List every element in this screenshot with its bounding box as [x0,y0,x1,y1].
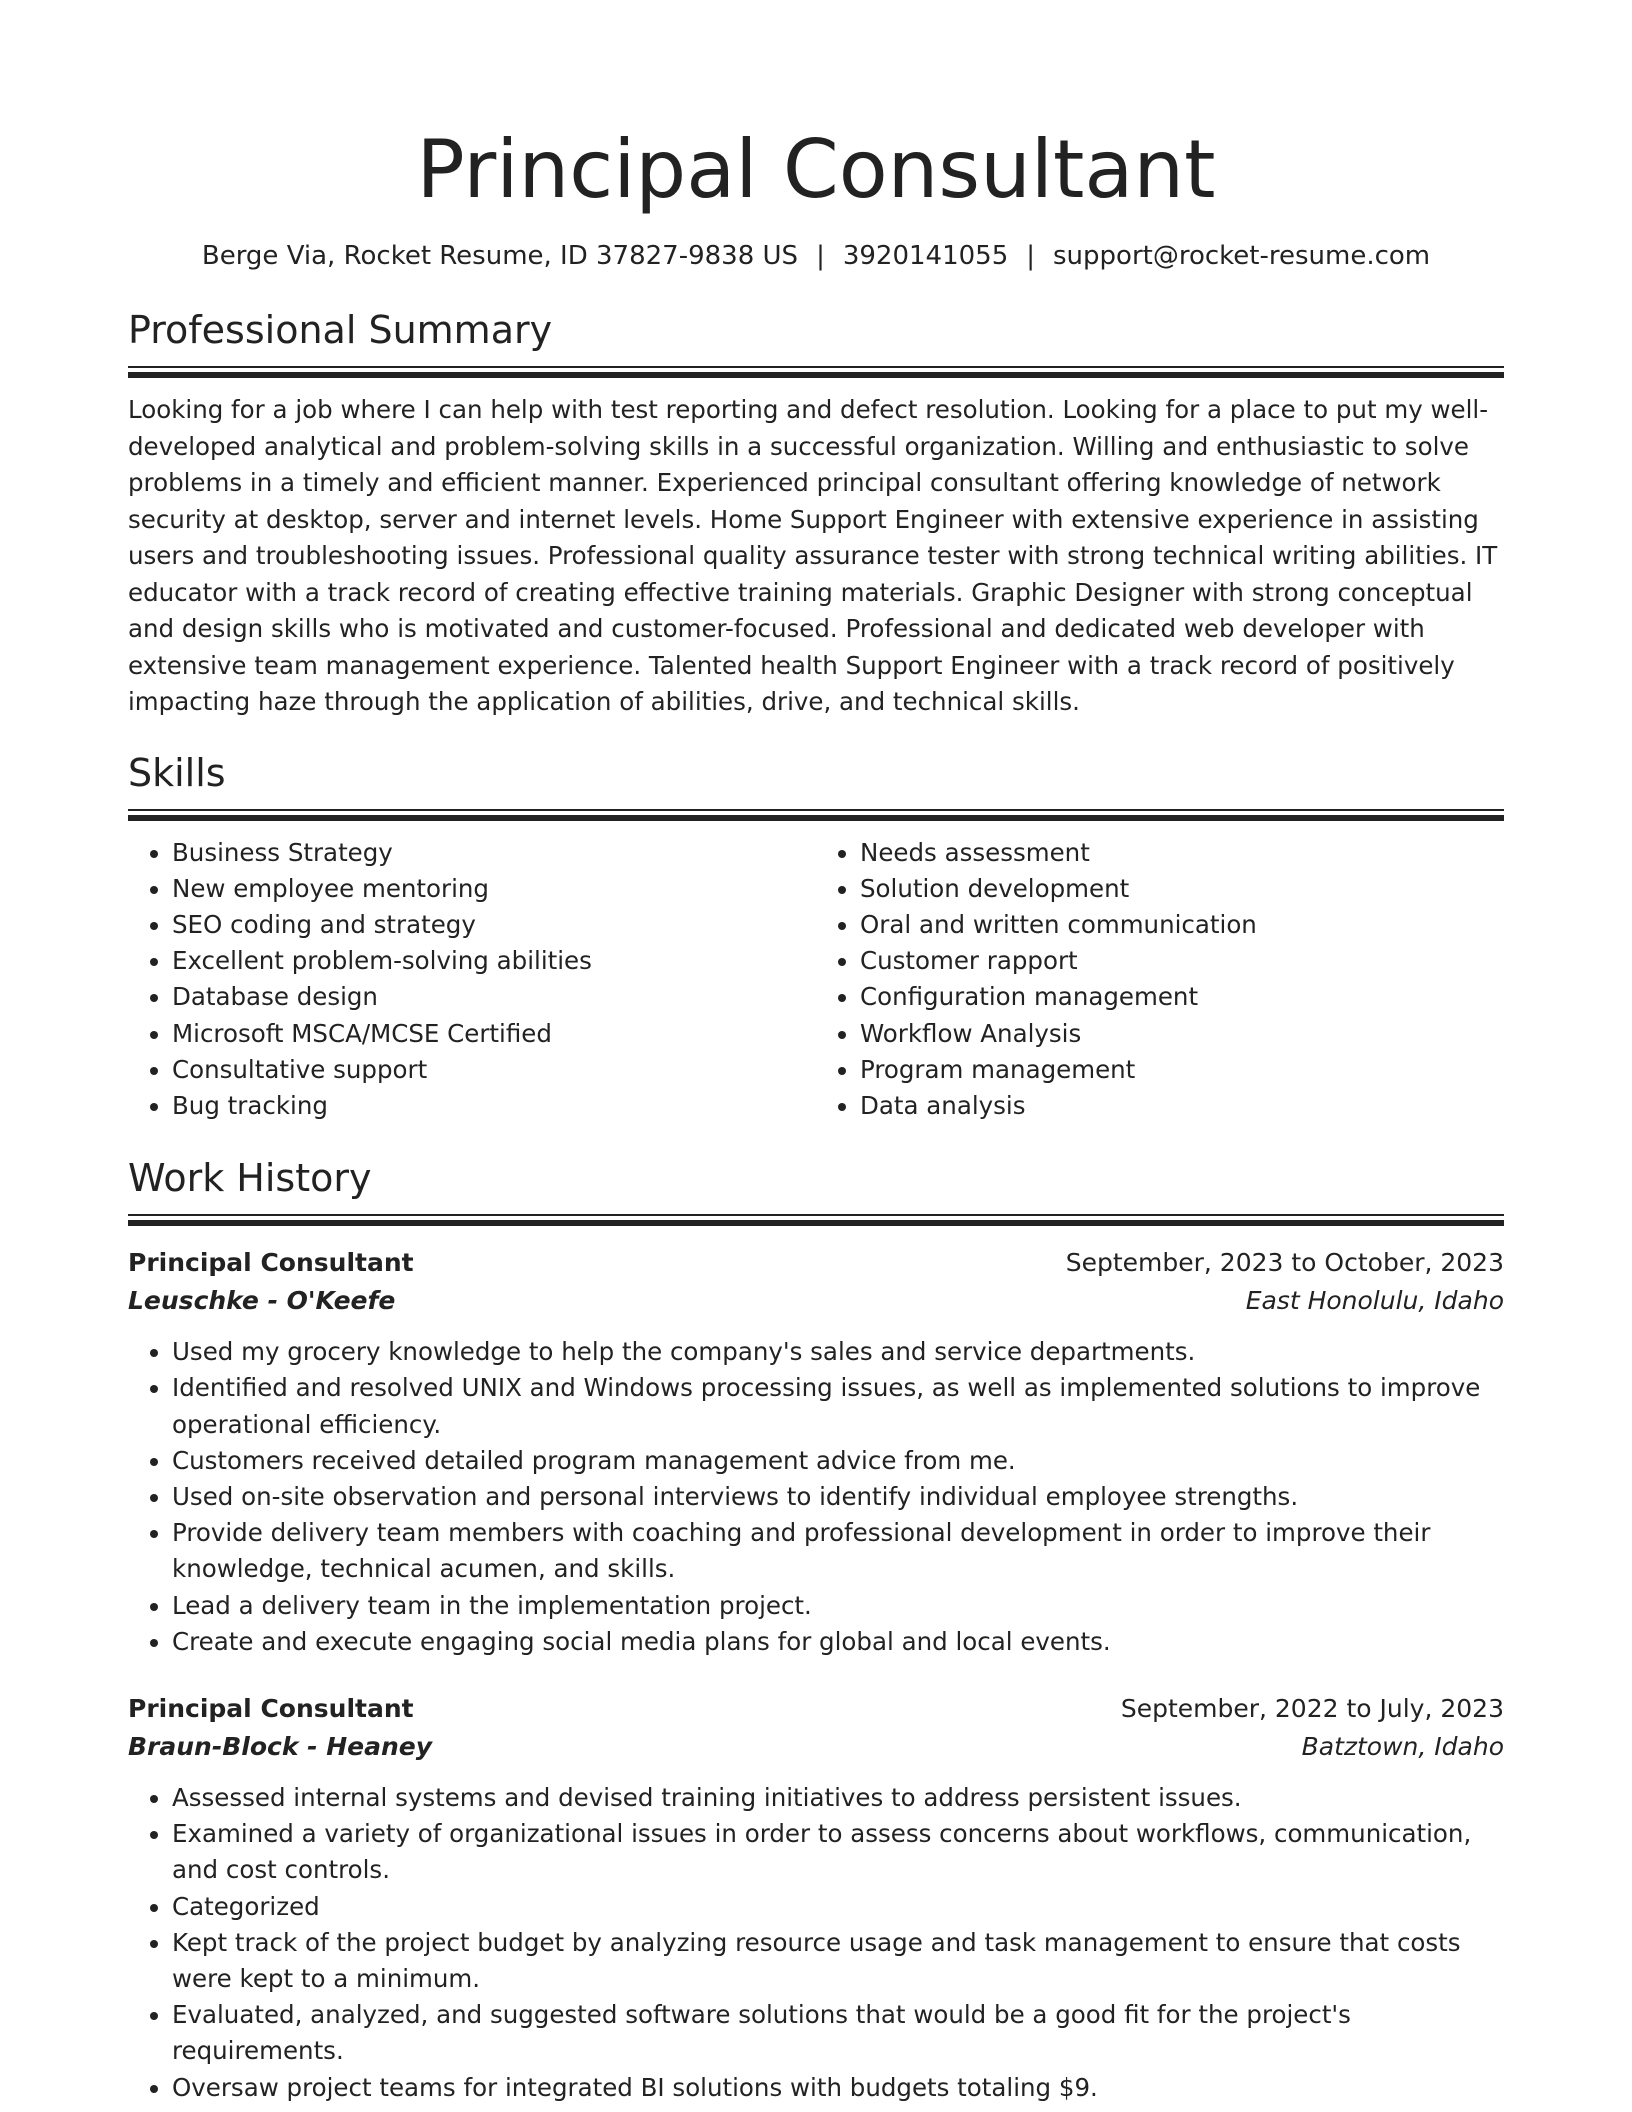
job-bullets [128,1334,1504,1660]
skill-item: • Customer rapport [860,943,1504,979]
skill-item: • Oral and written communication [860,907,1504,943]
skill-item: • Data analysis [860,1088,1504,1124]
page-title: Principal Consultant [416,123,1216,216]
job-company: Braun-Block - Heaney [128,1731,433,1761]
job-location: East Honolulu, Idaho [1245,1286,1504,1316]
job-bullet: • Assessed internal systems and devised training initiatives to address persistent issues. [172,1780,1504,1816]
job-title: Principal Consultant [128,1693,414,1723]
job-title: Principal Consultant [128,1248,414,1278]
section-divider [128,366,1504,378]
job-location: Batztown, Idaho [1301,1731,1504,1761]
skill-item: • Microsoft MSCA/MCSE Certified [172,1016,816,1052]
job-bullet: • Lead a delivery team in the implementation project. [172,1588,1504,1624]
job-bullet: • Identified and resolved UNIX and Windows processing issues, as well as implemented solutions to improve operational efficiency. [172,1370,1504,1442]
job-bullet: • Provide delivery team members with coaching and professional development in order to improve their knowledge, technical acumen, and skills. [172,1515,1504,1587]
skill-item: • Business Strategy [172,835,816,871]
job-entry [128,1690,1504,2106]
skill-item: • Workflow Analysis [860,1016,1504,1052]
job-bullets [128,1780,1504,2106]
skill-item: • SEO coding and strategy [172,907,816,943]
skill-item: • Bug tracking [172,1088,816,1124]
contact-address: Berge Via, Rocket Resume, ID 37827-9838 US [201,241,799,271]
skills-columns [128,835,1504,1125]
skill-item: • Database design [172,979,816,1015]
skills-heading: Skills [128,750,226,795]
skill-item: • Solution development [860,871,1504,907]
skill-item: • Consultative support [172,1052,816,1088]
contact-phone: 3920141055 [842,241,1009,271]
job-bullet: • Categorized [172,1889,1504,1925]
contact-email: support@rocket-resume.com [1053,241,1431,271]
job-subheader-row [128,1728,1504,1766]
job-bullet: • Examined a variety of organizational issues in order to assess concerns about workflows, communication, and cost controls. [172,1816,1504,1888]
job-dates: September, 2022 to July, 2023 [1120,1693,1504,1723]
contact-separator: | [816,241,825,271]
job-bullet: • Oversaw project teams for integrated BI solutions with budgets totaling $9. [172,2070,1504,2106]
job-dates: September, 2023 to October, 2023 [1065,1248,1504,1278]
skill-item: • Excellent problem-solving abilities [172,943,816,979]
contact-separator: | [1026,241,1036,271]
job-bullet: • Used on-site observation and personal interviews to identify individual employee strengths. [172,1479,1504,1515]
job-bullet: • Create and execute engaging social media plans for global and local events. [172,1624,1504,1660]
section-divider [128,1214,1504,1226]
job-company: Leuschke - O'Keefe [128,1286,396,1316]
skills-section [128,749,1504,1125]
job-header-row [128,1244,1504,1282]
job-header-row [128,1690,1504,1728]
skill-item: • Needs assessment [860,835,1504,871]
skill-item: • Program management [860,1052,1504,1088]
job-bullet: • Evaluated, analyzed, and suggested software solutions that would be a good fit for the project's requirements. [172,1997,1504,2069]
job-bullet: • Kept track of the project budget by analyzing resource usage and task management to ensure that costs were kept to a minimum. [172,1925,1504,1997]
section-divider [128,809,1504,821]
job-bullet: • Customers received detailed program management advice from me. [172,1443,1504,1479]
skills-right-list [816,835,1504,1125]
job-entry [128,1244,1504,1660]
summary-text: Looking for a job where I can help with test reporting and defect resolution. Looking for a place to put my well-developed analytical and problem-solving skills in a successful organization. Willing and enthusiastic to solve problems in a timely and efficient manner. Experienced principal consultant offering knowledge of network security at desktop, server and internet levels. Home Support Engineer with extensive experience in assisting users and troubleshooting issues. Professional quality assurance tester with strong technical writing abilities. IT educator with a track record of creating effective training materials. Graphic Designer with strong conceptual and design skills who is motivated and customer-focused. Professional and dedicated web developer with extensive team management experience. Talented health Support Engineer with a track record of positively impacting haze through the application of abilities, drive, and technical skills. [128,395,1498,716]
resume-page [128,0,1504,2106]
skills-left-list [128,835,816,1125]
summary-section [128,306,1504,721]
skill-item: • New employee mentoring [172,871,816,907]
summary-heading: Professional Summary [128,308,553,352]
contact-line [128,238,1504,274]
work-history-section [128,1154,1504,2106]
job-subheader-row [128,1282,1504,1320]
work-history-heading: Work History [128,1156,372,1201]
skill-item: • Configuration management [860,979,1504,1015]
job-bullet: • Used my grocery knowledge to help the company's sales and service departments. [172,1334,1504,1370]
